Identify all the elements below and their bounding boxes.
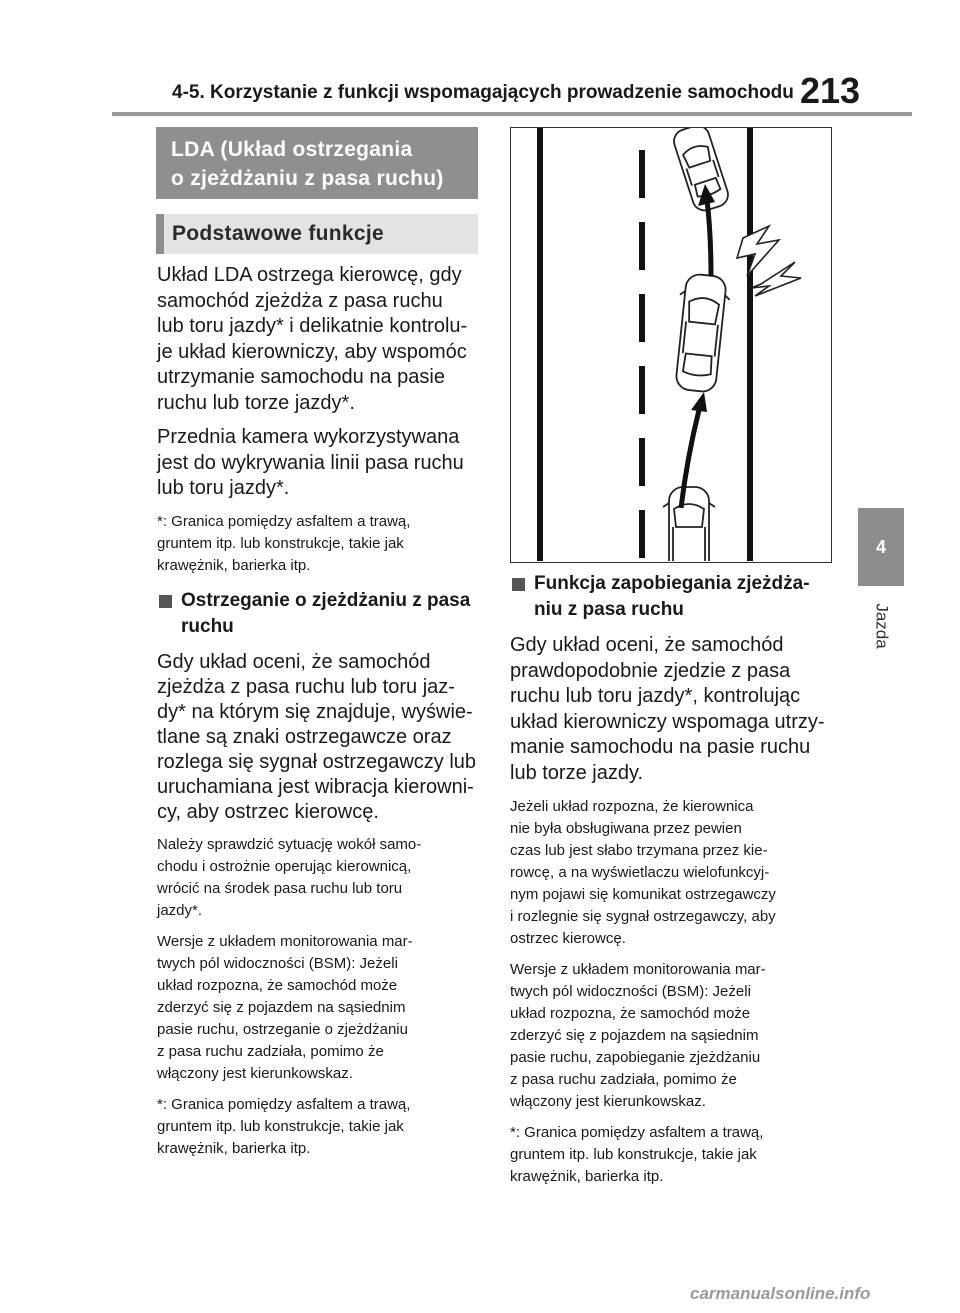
right-column <box>510 571 840 1188</box>
text-line: układ kierowniczy wspomaga utrzy- <box>510 710 825 733</box>
text-line: uruchamiana jest wibracja kierowni- <box>157 775 474 798</box>
text-line: ruchu lub torze jazdy*. <box>157 391 355 414</box>
text-line: samochód zjeżdża z pasa ruchu <box>157 289 443 312</box>
intro-paragraph <box>157 263 487 416</box>
text-line: nie była obsługiwana przez pewien <box>510 820 742 837</box>
header-title: 4-5. Korzystanie z funkcji wspomagających prowadzenie samochodu <box>172 82 794 103</box>
text-line: pasie ruchu, ostrzeganie o zjeżdżaniu <box>157 1020 408 1038</box>
text-line: manie samochodu na pasie ruchu <box>510 736 811 758</box>
chapter-label-text: Jazda <box>873 603 892 649</box>
text-line: cy, aby ostrzec kierowcę. <box>157 800 379 823</box>
text-line: *: Granica pomiędzy asfaltem a trawą, <box>157 1095 411 1113</box>
text-line: Układ LDA ostrzega kierowcę, gdy <box>157 264 462 286</box>
warning-paragraph <box>157 650 487 825</box>
right-road-edge <box>747 128 753 561</box>
text-line: krawężnik, barierka itp. <box>157 1139 311 1157</box>
text-line: z pasa ruchu zadziała, pomimo że <box>157 1042 384 1060</box>
text-line: z pasa ruchu zadziała, pomimo że <box>510 1071 737 1088</box>
text-line: niu z pasa ruchu <box>534 599 684 620</box>
text-line: zderzyć się z pojazdem na sąsiednim <box>510 1027 759 1044</box>
footnote-1 <box>157 511 487 577</box>
text-line: twych pól widoczności (BSM): Jeżeli <box>510 983 751 1000</box>
heading-prevention <box>510 571 840 623</box>
text-line: rozlega się sygnał ostrzegawczy lub <box>157 750 477 773</box>
bsm-paragraph-left <box>157 931 487 1085</box>
page-number: 213 <box>800 70 861 111</box>
section-title-box <box>156 127 478 199</box>
text-line: krawężnik, barierka itp. <box>157 556 311 574</box>
text-line: Funkcja zapobiegania zjeżdża- <box>534 573 810 594</box>
text-line: włączony jest kierunkowskaz. <box>157 1064 353 1082</box>
text-line: je układ kierowniczy, aby wspomóc <box>157 340 467 363</box>
heading-warning <box>157 588 487 640</box>
text-line: ruchu <box>181 615 234 637</box>
chapter-label <box>842 586 922 666</box>
subsection-title: Podstawowe funkcje <box>172 222 384 245</box>
text-line: jazdy*. <box>157 901 203 919</box>
text-line: zderzyć się z pojazdem na sąsiednim <box>157 998 406 1016</box>
text-line: *: Granica pomiędzy asfaltem a trawą, <box>510 1124 764 1141</box>
text-line: Przednia kamera wykorzystywana <box>157 426 460 448</box>
text-line: lub torze jazdy. <box>510 761 644 784</box>
header-rule <box>112 112 912 116</box>
footnote-3 <box>510 1122 840 1188</box>
text-line: Wersje z układem monitorowania mar- <box>510 961 766 978</box>
text-line: gruntem itp. lub konstrukcje, takie jak <box>510 1146 757 1163</box>
left-road-edge <box>537 128 543 561</box>
footnote-2 <box>157 1094 487 1160</box>
bsm-paragraph-right <box>510 959 840 1113</box>
text-line: Jeżeli układ rozpozna, że kierownica <box>510 798 754 815</box>
text-line: chodu i ostrożnie operując kierownicą, <box>157 857 412 875</box>
text-line: Należy sprawdzić sytuację wokół samo- <box>157 835 422 853</box>
chapter-tab <box>858 508 904 586</box>
text-line: rowcę, a na wyświetlaczu wielofunkcyj- <box>510 864 770 881</box>
watermark: carmanualsonline.info <box>690 1284 871 1303</box>
text-line: Gdy układ oceni, że samochód <box>510 634 784 656</box>
section-title-line-2: o zjeżdżaniu z pasa ruchu) <box>171 167 444 190</box>
check-paragraph <box>157 834 487 922</box>
text-line: wrócić na środek pasa ruchu lub toru <box>157 879 403 897</box>
prevention-paragraph <box>510 633 840 786</box>
car-bottom <box>663 487 715 561</box>
text-line: twych pól widoczności (BSM): Jeżeli <box>157 954 398 972</box>
left-column <box>157 263 487 1160</box>
text-line: krawężnik, barierka itp. <box>510 1168 664 1185</box>
subsection-title-box <box>156 214 478 254</box>
text-line: ruchu lub toru jazdy*, kontrolując <box>510 685 801 707</box>
section-title-line-1: LDA (Układ ostrzegania <box>171 138 413 161</box>
camera-paragraph <box>157 425 487 502</box>
text-line: utrzymanie samochodu na pasie <box>157 366 445 388</box>
text-line: prawdopodobnie zjedzie z pasa <box>510 659 791 682</box>
text-line: gruntem itp. lub konstrukcje, takie jak <box>157 1117 404 1135</box>
text-line: dy* na którym się znajduje, wyświe- <box>157 700 473 723</box>
text-line: układ rozpozna, że samochód może <box>510 1005 751 1022</box>
chapter-number: 4 <box>875 536 886 557</box>
text-line: zjeżdża z pasa ruchu lub toru jaz- <box>157 675 455 698</box>
text-line: jest do wykrywania linii pasa ruchu <box>157 451 464 474</box>
text-line: lub toru jazdy* i delikatnie kontrolu- <box>157 315 468 337</box>
lane-departure-figure <box>510 127 832 563</box>
text-line: włączony jest kierunkowskaz. <box>510 1093 706 1110</box>
text-line: *: Granica pomiędzy asfaltem a trawą, <box>157 512 411 530</box>
text-line: pasie ruchu, zapobieganie zjeżdżaniu <box>510 1049 761 1066</box>
text-line: lub toru jazdy*. <box>157 477 290 499</box>
text-line: tlane są znaki ostrzegawcze oraz <box>157 725 452 748</box>
text-line: gruntem itp. lub konstrukcje, takie jak <box>157 534 404 552</box>
text-line: nym pojawi się komunikat ostrzegawczy <box>510 886 776 903</box>
steering-paragraph <box>510 796 840 950</box>
text-line: Wersje z układem monitorowania mar- <box>157 932 413 950</box>
lane-diagram <box>511 128 830 561</box>
text-line: i rozlegnie się sygnał ostrzegawczy, aby <box>510 908 776 925</box>
text-line: czas lub jest słabo trzymana przez kie- <box>510 842 768 859</box>
text-line: Gdy układ oceni, że samochód <box>157 650 431 673</box>
text-line: układ rozpozna, że samochód może <box>157 976 398 994</box>
text-line: ostrzec kierowcę. <box>510 930 626 947</box>
text-line: Ostrzeganie o zjeżdżaniu z pasa <box>181 589 471 611</box>
